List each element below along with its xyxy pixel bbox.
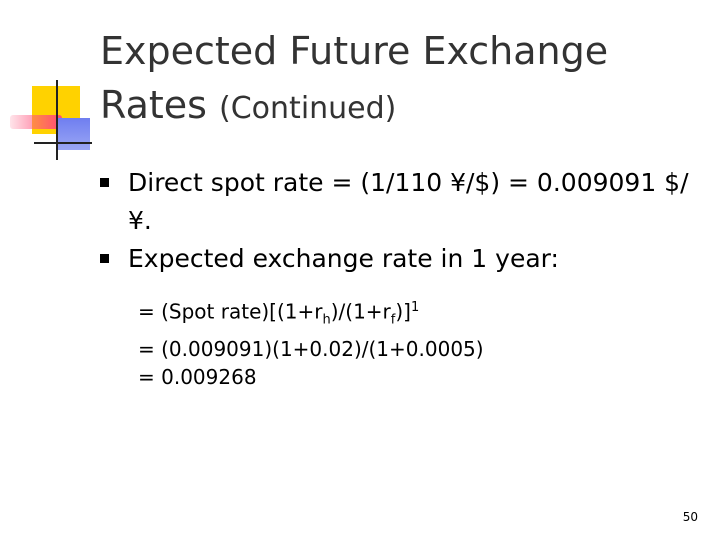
slide-title-main: Expected Future Exchange Rates [100,29,609,127]
bullet-item [100,164,700,240]
square-bullet-icon [100,254,109,263]
formula-text: )] [395,299,411,324]
formula-subscript-f: f [390,312,396,328]
square-bullet-icon [100,178,109,187]
slide-title [100,24,720,136]
bullet-text: Expected exchange rate in 1 year: [128,244,559,273]
formula-text: = (Spot rate)[(1+r [138,299,323,324]
logo-red-bar [10,115,62,129]
logo-vertical-line [56,80,58,160]
formula-line-2: = (0.009091)(1+0.02)/(1+0.0005) [138,336,484,361]
formula-exponent: 1 [410,300,420,315]
formula-line-1 [138,294,484,335]
logo-blue-square [56,118,90,150]
bullet-item [100,240,700,278]
formula-text: )/(1+r [330,299,391,324]
formula-line-3: = 0.009268 [138,364,257,389]
formula-block [138,294,484,391]
logo-horizontal-line [34,142,92,144]
page-number: 50 [682,510,698,524]
slide-title-suffix: (Continued) [219,91,397,126]
formula-subscript-h: h [322,312,331,328]
bullet-text: Direct spot rate = (1/110 ¥/$) = 0.009091 $/¥. [128,168,689,235]
bullet-list [100,164,700,278]
